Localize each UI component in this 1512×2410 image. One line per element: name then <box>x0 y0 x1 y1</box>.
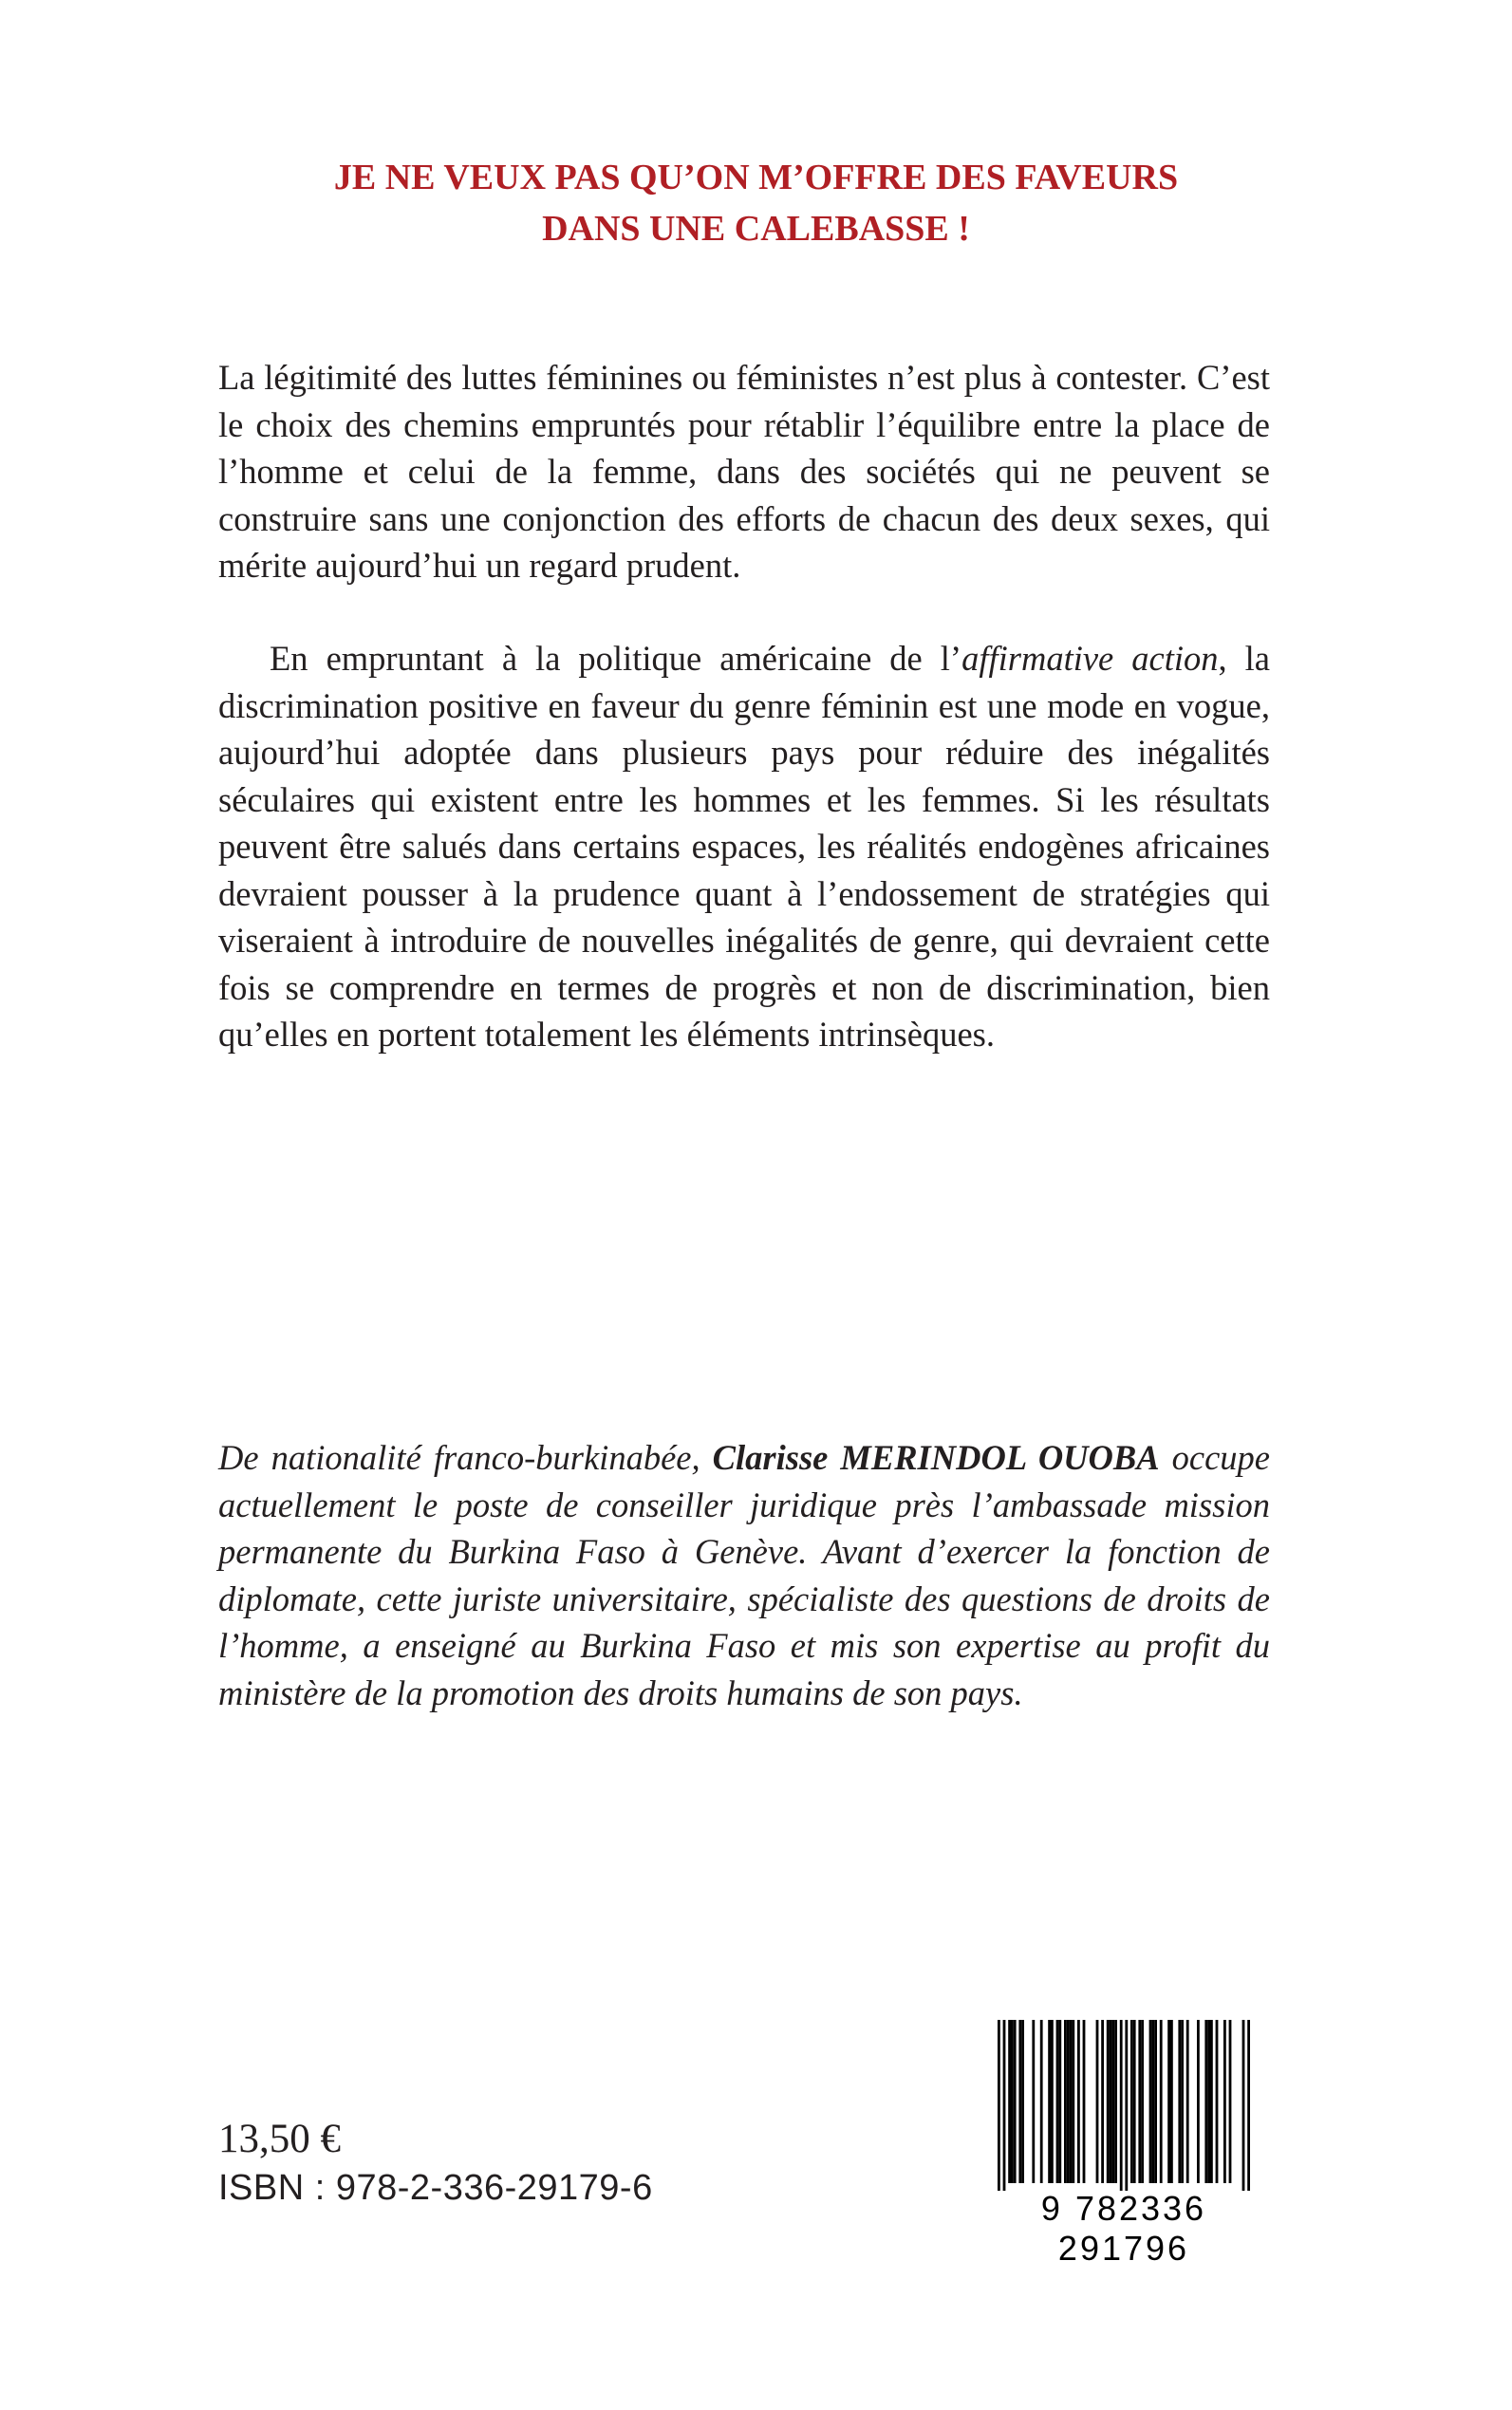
barcode-bar <box>1040 2020 1043 2183</box>
barcode-bar <box>1018 2020 1021 2183</box>
book-title <box>0 152 1512 254</box>
barcode-bar <box>1051 2020 1054 2183</box>
author-bio <box>218 1434 1270 1716</box>
barcode-bar <box>1003 2020 1006 2191</box>
summary-paragraph-1-text: La légitimité des luttes féminines ou féministes n’est plus à contester. C’est le choix des chemins empruntés pour rétablir l’équilibre entre la place de l’homme et celui de la femme, dans des sociétés qui ne peuvent se construire sans une conjonction des efforts de chacun des deux sexes, qui mérite aujourd’hui un regard prudent. <box>218 358 1270 585</box>
barcode-bars <box>973 2020 1275 2191</box>
barcode-bar <box>1120 2020 1123 2191</box>
barcode-bar <box>1008 2020 1011 2183</box>
barcode-bar <box>1021 2020 1024 2183</box>
barcode-bar <box>1048 2020 1051 2183</box>
isbn: ISBN : 978-2-336-29179-6 <box>218 2168 653 2208</box>
barcode-bar <box>1151 2020 1154 2183</box>
barcode-bar <box>1058 2020 1061 2183</box>
barcode-bar <box>1067 2020 1070 2183</box>
barcode-bar <box>1114 2020 1117 2183</box>
barcode-bar <box>1056 2020 1059 2183</box>
barcode-bar <box>1197 2020 1200 2183</box>
barcode-bar <box>998 2020 1000 2191</box>
summary-paragraph-2-end: , la discrimination positive en faveur du genre féminin est une mode en vogue, aujourd’hui adoptée dans plusieurs pays pour réduire des inégalités séculaires qui existent entre les hommes et les femmes. Si les résultats peuvent être salués dans certains espaces, les réalités endogènes africaines devraient pousser à la prudence quant à l’endossement de stratégies qui viseraient à introduire de nouvelles inégalités de genre, qui devraient cette fois se comprendre en termes de progrès et non de discrimination, bien qu’elles en portent totalement les éléments intrinsèques. <box>218 639 1271 1054</box>
summary-paragraph-2-italic: affirmative action <box>961 639 1219 678</box>
barcode-bar <box>1070 2020 1073 2183</box>
barcode-bar <box>1204 2020 1207 2183</box>
barcode-bar <box>1170 2020 1173 2183</box>
barcode-bar <box>1223 2020 1226 2183</box>
barcode-bar <box>1160 2020 1163 2183</box>
barcode-bar <box>1247 2020 1250 2191</box>
barcode-bar <box>1130 2020 1133 2183</box>
barcode-bar <box>1186 2020 1189 2183</box>
summary-paragraph-2-start: En empruntant à la politique américaine de l’ <box>270 639 962 678</box>
barcode-bar <box>1077 2020 1080 2183</box>
barcode-bar <box>1242 2020 1245 2191</box>
barcode-bar <box>1125 2020 1128 2191</box>
author-bio-end: occupe actuellement le poste de conseiller juridique près l’ambassade mission permanente du Burkina Faso à Genève. Avant d’exercer la fonction de diplomate, cette juriste universitaire, spécialiste des questions de droits de l’homme, a enseigné au Burkina Faso et mis son expertise au profit du ministère de la promotion des droits humains de son pays. <box>218 1438 1270 1712</box>
barcode-bar <box>1216 2020 1219 2183</box>
barcode-bar <box>1011 2020 1014 2183</box>
barcode <box>973 2020 1275 2268</box>
summary-paragraph-2 <box>218 635 1270 1058</box>
barcode-bar <box>1181 2020 1184 2183</box>
barcode-bar <box>1207 2020 1210 2183</box>
author-name: Clarisse MERINDOL OUOBA <box>712 1438 1160 1477</box>
barcode-bar <box>1149 2020 1152 2183</box>
book-title-line-2: DANS UNE CALEBASSE ! <box>542 209 970 249</box>
barcode-bar <box>1110 2020 1112 2183</box>
barcode-bar <box>1133 2020 1136 2183</box>
barcode-bar <box>1064 2020 1067 2183</box>
barcode-bar <box>1111 2020 1114 2183</box>
barcode-bar <box>1096 2020 1099 2183</box>
barcode-bar <box>1138 2020 1141 2183</box>
author-bio-start: De nationalité franco-burkinabée, <box>218 1438 713 1477</box>
book-title-line-1: JE NE VEUX PAS QU’ON M’OFFRE DES FAVEURS <box>333 158 1179 197</box>
price: 13,50 € <box>218 2117 341 2161</box>
summary-paragraph-1 <box>218 354 1270 589</box>
barcode-bar <box>1107 2020 1110 2183</box>
barcode-bar <box>1101 2020 1104 2183</box>
barcode-bar <box>1032 2020 1035 2183</box>
barcode-bar <box>1083 2020 1086 2183</box>
barcode-bar <box>1210 2020 1213 2183</box>
barcode-bar <box>1072 2020 1074 2183</box>
barcode-bar <box>1178 2020 1181 2183</box>
barcode-bar <box>1167 2020 1170 2183</box>
barcode-bar <box>1014 2020 1017 2183</box>
barcode-bar <box>1141 2020 1144 2183</box>
barcode-bar <box>1154 2020 1157 2183</box>
barcode-bar <box>1229 2020 1232 2183</box>
barcode-digits: 9 782336 291796 <box>1040 2189 1207 2268</box>
